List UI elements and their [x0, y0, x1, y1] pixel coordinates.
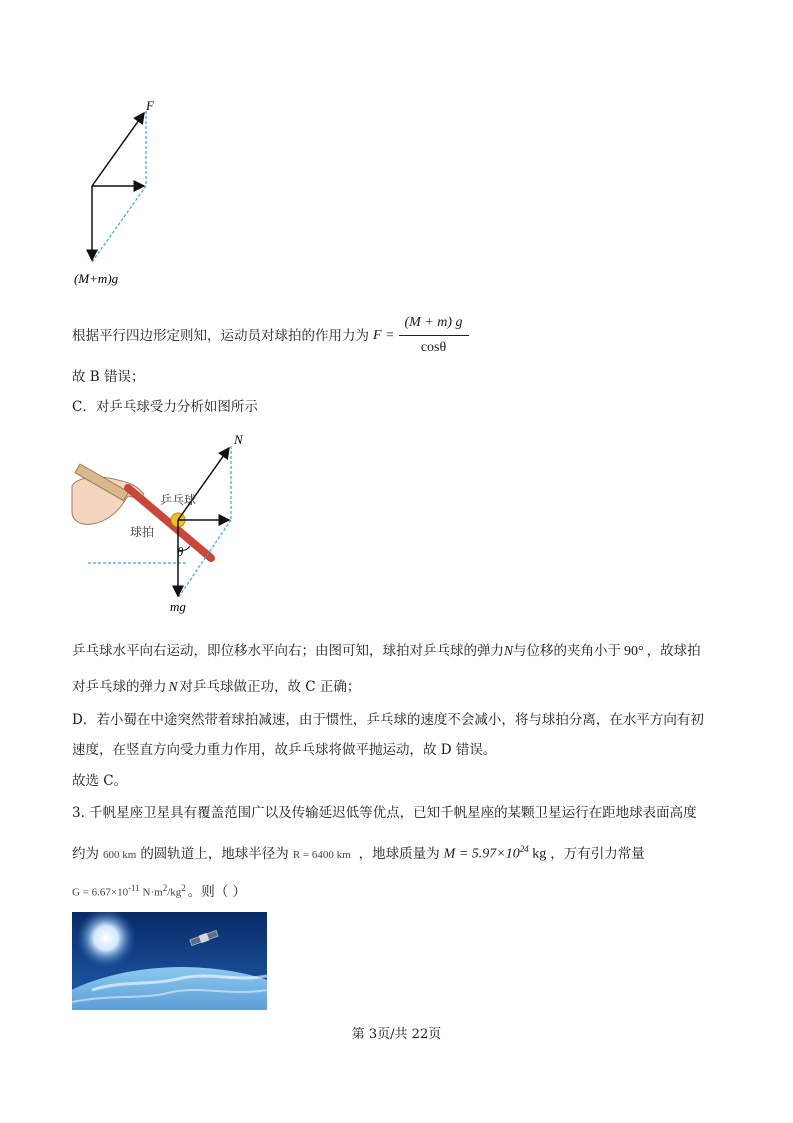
label-mg: mg [170, 599, 186, 614]
text-span: ，故球拍 [646, 643, 701, 659]
page-footer: 第 3页/共 22页 [351, 1027, 442, 1042]
force-diagram-figure [60, 90, 250, 290]
paragraph-c-intro: C．对乒乓球受力分析如图所示 [72, 399, 258, 415]
label-N: N [234, 432, 243, 447]
fraction-numerator: (M + m) g [399, 313, 469, 336]
text-span: 对乒乓球做正功，故 C 正确； [179, 679, 361, 695]
label-theta: θ [177, 544, 184, 559]
label-F: F [146, 98, 154, 113]
ping-pong-figure [66, 428, 266, 618]
text-span: 对乒乓球的弹力 [72, 679, 167, 695]
text-span: ，万有引力常量 [550, 845, 645, 862]
text-span: 乒乓球水平向右运动，即位移水平向右；由图可知，球拍对乒乓球的弹力 [72, 643, 504, 659]
gravitational-constant: $G = 6.67\times 10^{-11}$ $N\cdot m^2/kg^2$ [72, 883, 186, 899]
fraction-denominator: cosθ [420, 340, 447, 355]
angle-90: 90° [624, 644, 644, 659]
formula-lhs: F = [373, 327, 395, 343]
text-span: 。则（ ） [187, 883, 247, 900]
paragraph-c-line1 [72, 641, 701, 662]
paragraph-force [72, 313, 469, 358]
earth-radius: R = 6400 km [292, 848, 351, 861]
formula-fraction [399, 313, 469, 358]
earth-mass: $M = 5.97\times 10^{24}$ kg [443, 844, 547, 862]
paragraph-b-wrong: 故 B 错误； [72, 369, 145, 385]
paragraph-text: 根据平行四边形定则知，运动员对球拍的作用力为 [72, 327, 369, 344]
text-span: ，地球质量为 [358, 845, 440, 862]
label-weight: (M+m)g [74, 271, 119, 286]
paragraph-answer: 故选 C。 [72, 773, 128, 789]
question3-line1: 3. 千帆星座卫星具有覆盖范围广以及传输延迟低等优点，已知千帆星座的某颗卫星运行在距地球表面高度 [72, 805, 697, 821]
symbol-N: N [504, 643, 514, 658]
question3-line2 [72, 839, 645, 865]
orbit-height: 600 km [103, 848, 137, 861]
label-ball: 乒乓球 [160, 493, 197, 507]
text-span: 与位移的夹角小于 [513, 643, 622, 659]
symbol-N: N [168, 679, 178, 694]
force-arrow-F [92, 113, 144, 186]
normal-force-arrow [178, 448, 229, 520]
text-span: 的圆轨道上，地球半径为 [140, 845, 289, 862]
satellite-earth-image [72, 912, 267, 1010]
paragraph-d-line2: 速度，在竖直方向受力重力作用，故乒乓球将做平抛运动，故 D 错误。 [72, 742, 497, 758]
dashed-guide [92, 186, 146, 262]
question3-line3 [72, 878, 246, 903]
text-span: 约为 [72, 845, 99, 862]
label-paddle: 球拍 [130, 525, 155, 539]
paragraph-c-line2 [72, 677, 360, 697]
paragraph-d-line1: D．若小蜀在中途突然带着球拍减速，由于惯性，乒乓球的速度不会减小，将与球拍分离，在水平方向有初 [72, 712, 704, 728]
